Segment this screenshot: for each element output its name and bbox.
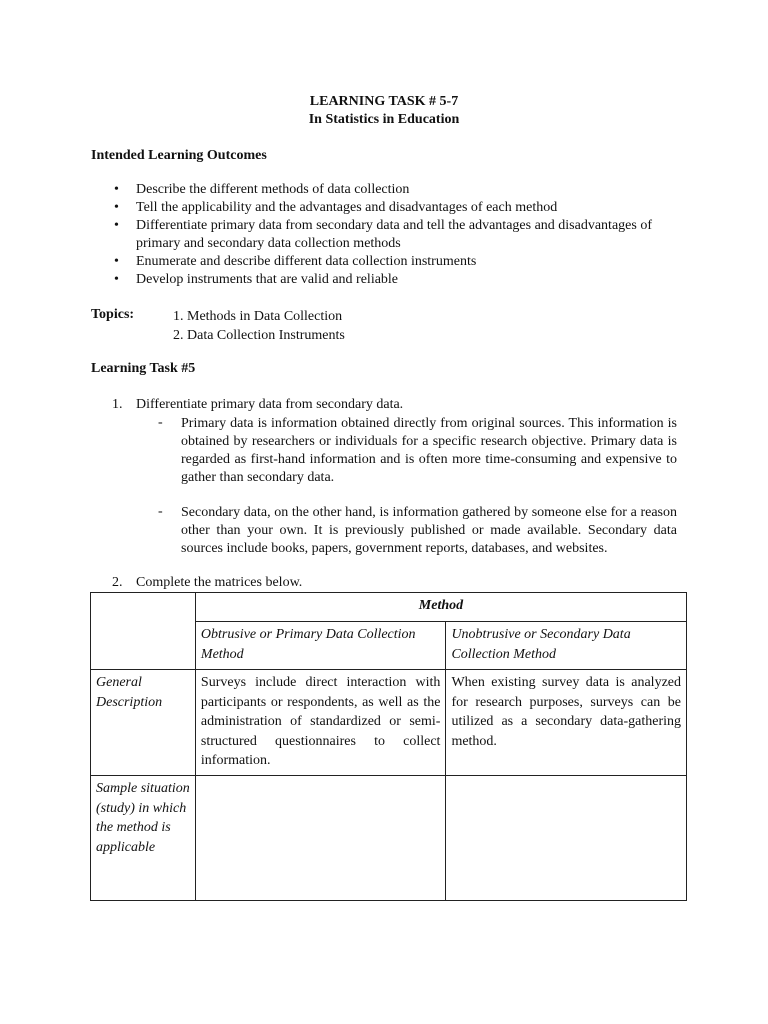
item-number: 2. <box>112 575 123 590</box>
row-label-general-description: General Description <box>91 670 196 776</box>
primary-sample-cell[interactable] <box>195 776 446 901</box>
empty-corner-cell <box>91 593 196 670</box>
topics-list <box>173 307 345 345</box>
item-text: Differentiate primary data from secondary data. <box>136 397 404 412</box>
secondary-description-cell: When existing survey data is analyzed for research purposes, surveys can be utilized as a secondary data-gathering method. <box>446 670 687 776</box>
table-row <box>91 776 687 901</box>
task-item-2 <box>112 575 302 591</box>
list-item: • Enumerate and describe different data collection instruments <box>110 253 680 271</box>
dash-marker: - <box>158 504 163 519</box>
task-item-1 <box>112 397 403 413</box>
secondary-data-paragraph: Secondary data, on the other hand, is information gathered by someone else for a reason other than your own. It is previously published or made available. Secondary data sources include books, papers, government reports, databases, and websites. <box>181 505 677 556</box>
outcomes-heading: Intended Learning Outcomes <box>91 148 267 163</box>
table-row <box>91 670 687 776</box>
document-title: LEARNING TASK # 5-7 <box>309 94 459 109</box>
document-subtitle: In Statistics in Education <box>308 112 460 127</box>
list-item: • Develop instruments that are valid and reliable <box>110 271 680 289</box>
secondary-sample-cell[interactable] <box>446 776 687 901</box>
method-matrix <box>90 592 687 901</box>
method-header: Method <box>195 593 686 622</box>
outcomes-list <box>110 181 680 289</box>
primary-data-paragraph: Primary data is information obtained directly from original sources. This information is obtained by researchers or individuals for a specific research objective. Primary data is regarded as first-hand information and is often more time-consuming and expensive to gather than secondary data. <box>181 416 677 485</box>
list-item: • Describe the different methods of data collection <box>110 181 680 199</box>
row-label-sample-situation: Sample situation (study) in which the method is applicable <box>91 776 196 901</box>
dash-marker: - <box>158 415 163 430</box>
topic-item: 2. Data Collection Instruments <box>173 328 345 343</box>
item-text: Complete the matrices below. <box>136 575 303 590</box>
list-item: • Tell the applicability and the advantages and disadvantages of each method <box>110 199 680 217</box>
item-number: 1. <box>112 397 123 412</box>
table-row <box>91 593 687 622</box>
primary-method-header: Obtrusive or Primary Data Collection Method <box>195 622 446 670</box>
secondary-method-header: Unobtrusive or Secondary Data Collection Method <box>446 622 687 670</box>
topics-label: Topics: <box>91 307 135 322</box>
primary-description-cell: Surveys include direct interaction with participants or respondents, as well as the administration of standardized or semi-structured questionnaires to collect information. <box>195 670 446 776</box>
topic-item: 1. Methods in Data Collection <box>173 309 343 324</box>
list-item: • Differentiate primary data from secondary data and tell the advantages and disadvantages of primary and secondary data collection methods <box>110 217 680 253</box>
task5-heading: Learning Task #5 <box>91 361 196 376</box>
